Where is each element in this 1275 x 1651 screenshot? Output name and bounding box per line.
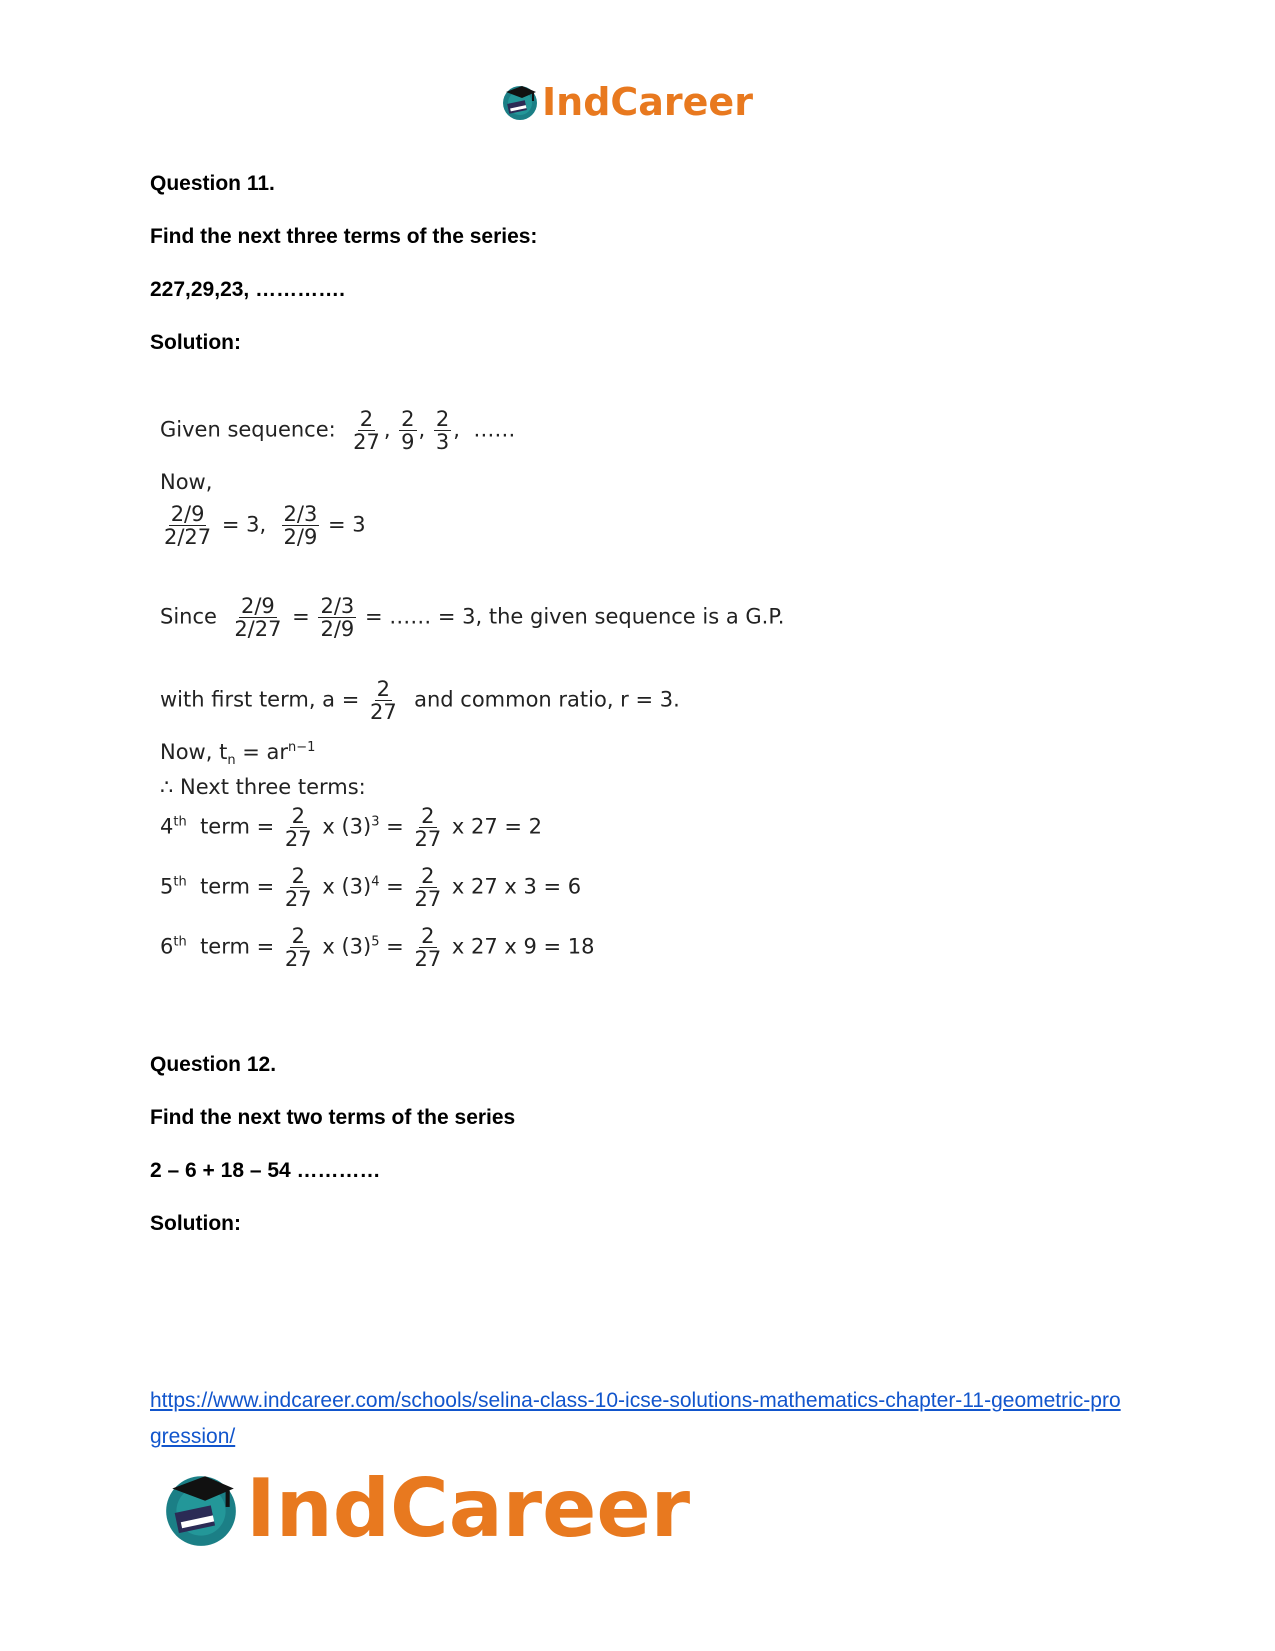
tn-label: Now, t: [160, 740, 228, 764]
since-ratio-1: $\frac{2/9}{2/27}$: [234, 594, 282, 642]
term-1-fraction: $\frac{2}{27}$: [353, 407, 380, 455]
term-6-result: x 27 x 9 = 18: [451, 934, 595, 959]
term-6-label: term =: [200, 934, 275, 959]
term-6-fraction-b: $\frac{2}{27}$: [414, 924, 442, 972]
question-11-series: 227,29,23, ………….: [150, 278, 345, 301]
term-4-line: [160, 805, 542, 850]
common-ratio-text: and common ratio, r = 3.: [414, 687, 680, 712]
question-11-title: Question 11.: [150, 172, 275, 195]
first-term-line: [160, 678, 680, 723]
ratio-2-fraction: $\frac{2/3}{2/9}$: [283, 502, 318, 550]
tn-subscript: n: [227, 753, 236, 769]
term-6-equals: =: [386, 934, 404, 959]
given-label: Given sequence:: [160, 417, 336, 442]
tn-exponent: n−1: [288, 740, 316, 755]
term-4-fraction-a: $\frac{2}{27}$: [284, 804, 312, 852]
first-term-label: with first term, a =: [160, 687, 360, 712]
term-4-equals: =: [386, 814, 404, 839]
term-6-line: [160, 925, 595, 970]
now-line: Now,: [160, 470, 213, 494]
term-6-number: 6: [160, 934, 174, 959]
since-label: Since: [160, 604, 217, 629]
since-equals: =: [292, 604, 310, 629]
tn-equals: = ar: [235, 740, 289, 764]
first-term-fraction: $\frac{2}{27}$: [370, 677, 397, 725]
term-5-number: 5: [160, 874, 174, 899]
next-three-label: ∴ Next three terms:: [160, 775, 366, 799]
term-4-label: term =: [200, 814, 275, 839]
term-4-times: x (3): [322, 814, 372, 839]
term-5-label: term =: [200, 874, 275, 899]
term-5-line: [160, 865, 581, 910]
term-5-equals: =: [386, 874, 404, 899]
term-4-number: 4: [160, 814, 174, 839]
term-3-fraction: $\frac{2}{3}$: [435, 407, 450, 455]
term-5-times: x (3): [322, 874, 372, 899]
term-5-suffix: th: [173, 874, 187, 890]
question-12-solution-label: Solution:: [150, 1212, 241, 1235]
term-4-exponent: 3: [371, 814, 380, 830]
question-12-series: 2 – 6 + 18 – 54 …………: [150, 1159, 381, 1182]
question-12-title: Question 12.: [150, 1053, 277, 1076]
term-6-fraction-a: $\frac{2}{27}$: [284, 924, 312, 972]
term-5-fraction-a: $\frac{2}{27}$: [284, 864, 312, 912]
since-line: [160, 595, 784, 640]
ratio-line: [160, 503, 366, 548]
term-5-fraction-b: $\frac{2}{27}$: [414, 864, 442, 912]
indcareer-logo-bottom: [160, 1462, 690, 1555]
since-conclusion: = …… = 3, the given sequence is a G.P.: [364, 604, 785, 629]
logo-text: IndCareer: [542, 80, 753, 124]
question-11-prompt: Find the next three terms of the series:: [150, 225, 538, 248]
given-sequence-line: Given sequence: $\frac{2}{27}$ , $\frac{2}{9}$ , $\frac{2}{3}$ , ……: [160, 407, 516, 455]
ratio-1-result: = 3,: [221, 512, 267, 537]
question-11-solution-label: Solution:: [150, 331, 241, 354]
sequence-dots: ……: [473, 417, 516, 442]
term-6-suffix: th: [173, 934, 187, 950]
term-5-result: x 27 x 3 = 6: [451, 874, 582, 899]
general-term-line: [160, 740, 315, 768]
globe-graduation-icon: [160, 1468, 242, 1550]
term-6-times: x (3): [322, 934, 372, 959]
logo-text: IndCareer: [246, 1462, 691, 1555]
ratio-1-fraction: $\frac{2/9}{2/27}$: [164, 502, 212, 550]
term-2-fraction: $\frac{2}{9}$: [401, 407, 415, 455]
term-4-suffix: th: [173, 814, 187, 830]
term-4-fraction-b: $\frac{2}{27}$: [414, 804, 442, 852]
ratio-2-result: = 3: [328, 512, 366, 537]
term-5-exponent: 4: [371, 874, 380, 890]
indcareer-logo-top: [500, 80, 753, 124]
globe-graduation-icon: [500, 82, 540, 122]
source-url-link[interactable]: https://www.indcareer.com/schools/selina-class-10-icse-solutions-mathematics-chapter-11-geometric-progression/: [150, 1389, 1121, 1448]
term-4-result: x 27 = 2: [451, 814, 543, 839]
since-ratio-2: $\frac{2/3}{2/9}$: [320, 594, 355, 642]
term-6-exponent: 5: [371, 934, 380, 950]
question-12-prompt: Find the next two terms of the series: [150, 1106, 516, 1129]
